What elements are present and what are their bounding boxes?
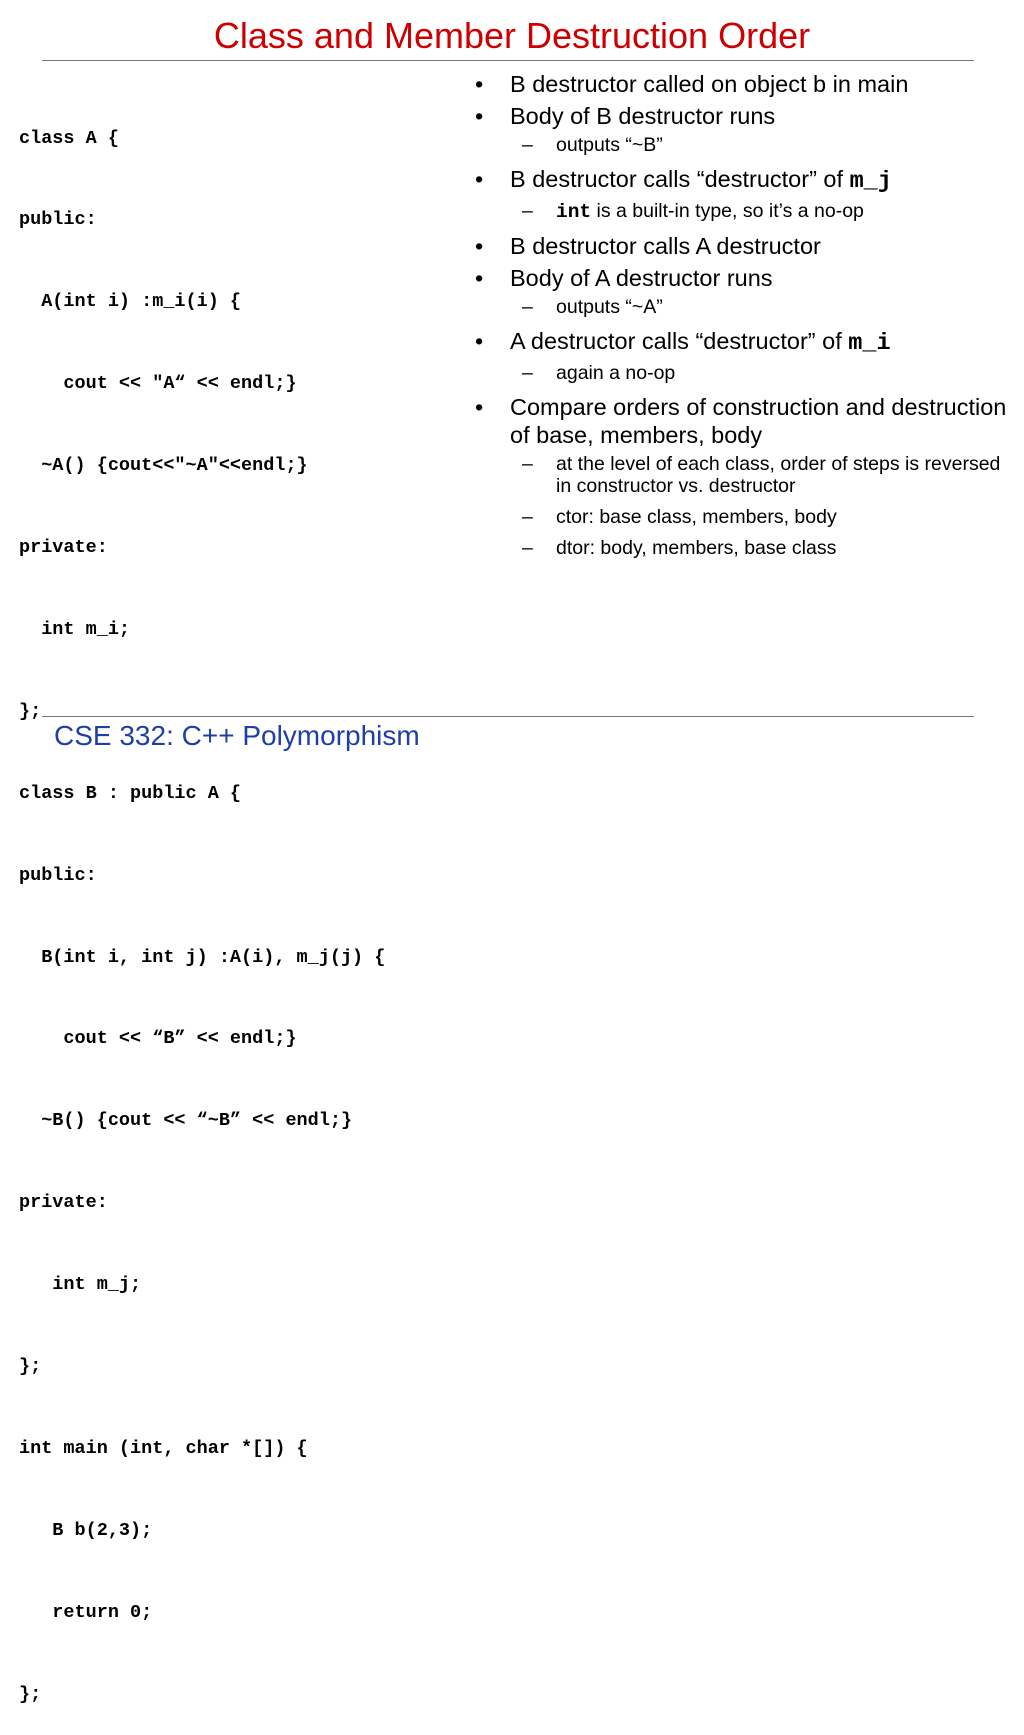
dash-marker: – — [522, 200, 533, 222]
code-line: A(int i) :m_i(i) { — [19, 291, 242, 313]
bullet-list — [466, 70, 1016, 568]
code-line: B b(2,3); — [19, 1519, 153, 1541]
dash-marker: – — [522, 537, 533, 559]
sub-bullet-text: ctor: base class, members, body — [556, 506, 837, 528]
code-term: m_i — [848, 330, 891, 357]
bullet-marker: • — [475, 394, 484, 420]
code-line: }; — [19, 1683, 42, 1705]
bullet-item — [466, 165, 1016, 196]
bullet-text: A destructor calls “destructor” of — [510, 328, 849, 354]
code-line: }; — [19, 700, 42, 722]
footer-course-title: CSE 332: C++ Polymorphism — [54, 720, 420, 751]
bullet-text: B destructor called on object b in main — [510, 71, 909, 97]
bullet-marker: • — [475, 328, 484, 354]
code-line: cout << "A“ << endl;} — [19, 373, 297, 395]
sub-bullet-text: dtor: body, members, base class — [556, 537, 837, 559]
bullet-marker: • — [475, 233, 484, 259]
bullet-item — [466, 70, 1016, 98]
bullet-item — [466, 393, 1016, 449]
code-line: cout << “B” << endl;} — [19, 1028, 297, 1050]
code-term: int — [556, 201, 592, 223]
bullet-item — [466, 264, 1016, 292]
bullet-marker: • — [475, 265, 484, 291]
sub-bullet-item — [466, 200, 1016, 223]
code-line: ~B() {cout << “~B” << endl;} — [19, 1110, 353, 1132]
bullet-marker: • — [475, 103, 484, 129]
sub-bullet-item — [466, 134, 1016, 156]
sub-bullet-item — [466, 506, 1016, 528]
code-line: ~A() {cout<<"~A"<<endl;} — [19, 455, 308, 477]
bullet-text: B destructor calls “destructor” of — [510, 166, 850, 192]
sub-bullet-text: again a no-op — [556, 362, 676, 384]
footer-divider — [42, 716, 974, 717]
code-line: private: — [19, 1192, 108, 1214]
bullet-text: Compare orders of construction and destruction of base, members, body — [510, 394, 1007, 448]
code-line: public: — [19, 209, 97, 231]
bullet-item — [466, 327, 1016, 358]
dash-marker: – — [522, 362, 533, 384]
code-line: class B : public A { — [19, 782, 242, 804]
code-line: }; — [19, 1355, 42, 1377]
code-term: m_j — [849, 168, 892, 195]
code-line: int m_j; — [19, 1274, 142, 1296]
code-line: B(int i, int j) :A(i), m_j(j) { — [19, 946, 386, 968]
dash-marker: – — [522, 506, 533, 528]
sub-bullet-text: at the level of each class, order of steps is reversed in constructor vs. destructor — [556, 453, 1001, 497]
code-line: int m_i; — [19, 618, 131, 640]
sub-bullet-item — [466, 362, 1016, 384]
code-line: public: — [19, 864, 97, 886]
bullet-marker: • — [475, 71, 484, 97]
bullet-text: Body of B destructor runs — [510, 103, 776, 129]
sub-bullet-text: outputs “~B” — [556, 134, 663, 156]
slide-title: Class and Member Destruction Order — [213, 15, 811, 56]
sub-bullet-item — [466, 453, 1016, 497]
sub-bullet-item — [466, 537, 1016, 559]
bullet-item — [466, 232, 1016, 260]
dash-marker: – — [522, 453, 533, 475]
code-line: private: — [19, 537, 108, 559]
code-line: int main (int, char *[]) { — [19, 1437, 308, 1459]
sub-bullet-text: outputs “~A” — [556, 296, 663, 318]
dash-marker: – — [522, 296, 533, 318]
dash-marker: – — [522, 134, 533, 156]
bullet-text: Body of A destructor runs — [510, 265, 773, 291]
bullet-text: B destructor calls A destructor — [510, 233, 821, 259]
bullet-item — [466, 102, 1016, 130]
code-line: return 0; — [19, 1601, 153, 1623]
bullet-marker: • — [475, 166, 484, 192]
code-line: class A { — [19, 127, 119, 149]
sub-bullet-item — [466, 296, 1016, 318]
title-divider — [42, 60, 974, 61]
code-block — [19, 70, 489, 1735]
sub-bullet-text: is a built-in type, so it’s a no-op — [591, 200, 864, 222]
